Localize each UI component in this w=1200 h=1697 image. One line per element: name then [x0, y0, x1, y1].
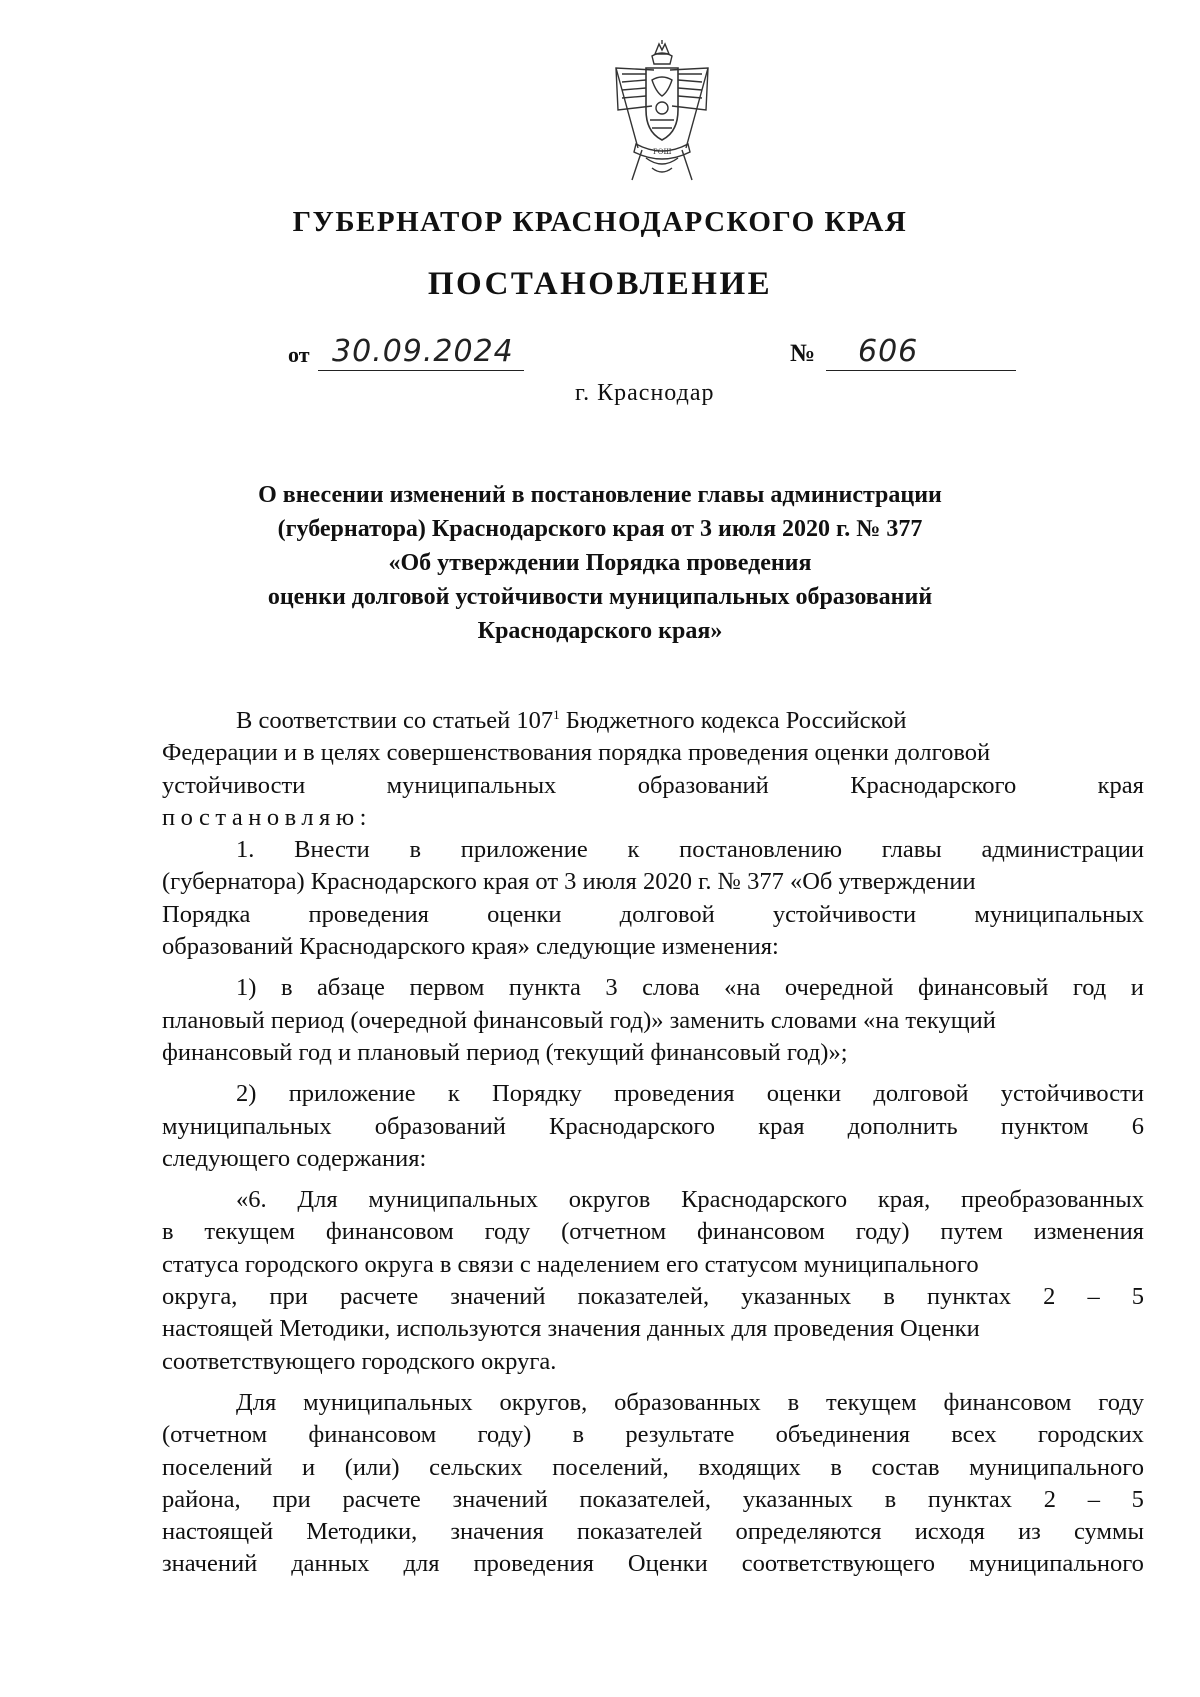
word: проведения: [473, 1550, 594, 1578]
number-value: 606: [858, 334, 919, 369]
word: проведения: [614, 1080, 735, 1108]
word: 5: [1131, 1283, 1144, 1311]
body-line: статуса городского округа в связи с наделением его статусом муниципального: [162, 1250, 979, 1278]
word: оценки: [487, 900, 562, 928]
word: Краснодарского: [681, 1186, 848, 1214]
title-line: Краснодарского края»: [477, 618, 723, 644]
number-underline: [826, 370, 1016, 371]
word: поселений: [162, 1453, 273, 1481]
word: финансовом: [943, 1388, 1072, 1416]
word: к: [627, 836, 640, 864]
title-line: оценки долговой устойчивости муниципальных образований: [267, 584, 933, 610]
body-line: [162, 1216, 1144, 1248]
word: устойчивости: [162, 771, 306, 799]
body-line: настоящей Методики, используются значения данных для проведения Оценки: [162, 1315, 980, 1343]
word: долговой: [619, 900, 715, 928]
word: при: [272, 1485, 311, 1513]
body-line: финансовый год и плановый период (текущий финансовый год)»;: [162, 1038, 848, 1066]
word: для: [403, 1550, 440, 1578]
word: муниципальных: [303, 1388, 473, 1416]
word: 2: [1043, 1283, 1056, 1311]
word: и: [302, 1453, 316, 1481]
word: показателей,: [579, 1485, 712, 1513]
word: поселений,: [552, 1453, 669, 1481]
word: «6.: [236, 1186, 267, 1214]
word: муниципального: [969, 1550, 1144, 1578]
word: году): [477, 1421, 532, 1449]
word: муниципальных: [368, 1186, 538, 1214]
word: приложение: [288, 1080, 416, 1108]
word: указанных: [741, 1283, 852, 1311]
word: путем: [940, 1218, 1003, 1246]
word: края: [1097, 771, 1144, 799]
word: образованных: [614, 1388, 761, 1416]
word: 3: [605, 974, 618, 1002]
word: Порядку: [492, 1080, 582, 1108]
word: устойчивости: [772, 900, 917, 928]
word: текущем: [826, 1388, 917, 1416]
date-underline: [318, 370, 524, 371]
word: 1.: [236, 836, 255, 864]
body-line: следующего содержания:: [162, 1144, 427, 1172]
word: приложение: [460, 836, 588, 864]
word: округа,: [162, 1283, 238, 1311]
word: в: [884, 1485, 897, 1513]
date-value: 30.09.2024: [332, 334, 514, 369]
body-line: [162, 899, 1144, 931]
word: Краснодарского: [548, 1112, 716, 1140]
word: постановлению: [679, 836, 843, 864]
word: значений: [450, 1283, 546, 1311]
word: в: [883, 1283, 895, 1311]
word: муниципальных: [386, 771, 557, 799]
word: соответствующего: [741, 1550, 936, 1578]
word: округов,: [499, 1388, 588, 1416]
word: текущем: [204, 1218, 296, 1246]
title-line: О внесении изменений в постановление главы администрации: [258, 482, 942, 508]
body-line: [162, 1452, 1144, 1484]
word: финансовом: [325, 1218, 454, 1246]
body-line: образований Краснодарского края» следующие изменения:: [162, 933, 779, 961]
word: настоящей: [162, 1518, 274, 1546]
body-line: Федерации и в целях совершенствования порядка проведения оценки долговой: [162, 739, 991, 767]
word: очередной: [784, 974, 894, 1002]
document-body: [162, 705, 1144, 1581]
word: Внести: [294, 836, 370, 864]
word: пунктах: [926, 1283, 1012, 1311]
date-number-row: [0, 334, 1200, 374]
word: финансовый: [917, 974, 1049, 1002]
word: году): [855, 1218, 910, 1246]
word: из: [1018, 1518, 1041, 1546]
word: Оценки: [627, 1550, 708, 1578]
word: края,: [877, 1186, 931, 1214]
body-line: [162, 1516, 1144, 1548]
word: муниципальных: [162, 1112, 332, 1140]
body-line: [162, 705, 1144, 737]
body-line: [162, 770, 1144, 802]
word: входящих: [698, 1453, 801, 1481]
word: –: [1087, 1283, 1100, 1311]
word: определяются: [735, 1518, 882, 1546]
word: 2): [236, 1080, 257, 1108]
word: финансовом: [697, 1218, 825, 1246]
word: «на: [724, 974, 761, 1002]
word: Краснодарского: [850, 771, 1017, 799]
body-line: [162, 1548, 1144, 1580]
word: 2: [1043, 1485, 1057, 1513]
svg-text:РОШ: РОШ: [653, 148, 672, 156]
body-line: соответствующего городского округа.: [162, 1347, 557, 1375]
word: сельских: [429, 1453, 523, 1481]
body-text: Бюджетного кодекса Российской: [559, 707, 907, 734]
body-line: [162, 972, 1144, 1004]
word: 6: [1131, 1112, 1144, 1140]
word: пунктах: [927, 1485, 1013, 1513]
title-line: «Об утверждении Порядка проведения: [388, 550, 812, 576]
word: значений: [162, 1550, 258, 1578]
word: округов: [568, 1186, 651, 1214]
word: –: [1087, 1485, 1100, 1513]
word: 1): [236, 974, 257, 1002]
word: показателей,: [577, 1283, 710, 1311]
word: устойчивости: [1000, 1080, 1144, 1108]
word: 5: [1131, 1485, 1144, 1513]
word: (отчетном: [162, 1421, 268, 1449]
title-line: (губернатора) Краснодарского края от 3 июля 2020 г. № 377: [277, 516, 923, 542]
city-line: г. Краснодар: [575, 380, 715, 406]
body-text: В соответствии со статьей 107: [236, 707, 554, 734]
document-type-heading: ПОСТАНОВЛЕНИЕ: [427, 266, 773, 302]
word: значения: [450, 1518, 544, 1546]
word: (отчетном: [561, 1218, 667, 1246]
word: результате: [625, 1421, 735, 1449]
word: образований: [374, 1112, 506, 1140]
word: в: [409, 836, 422, 864]
word: проведения: [308, 900, 429, 928]
body-line: [162, 1484, 1144, 1516]
word: в: [830, 1453, 842, 1481]
body-line: [162, 1281, 1144, 1313]
word: исходя: [914, 1518, 985, 1546]
word: расчете: [342, 1485, 421, 1513]
word: первом: [409, 974, 485, 1002]
number-label: №: [790, 340, 816, 367]
word: году: [1098, 1388, 1144, 1416]
word: данных: [291, 1550, 370, 1578]
body-line: [162, 1078, 1144, 1110]
word: в: [280, 974, 293, 1002]
word: в: [162, 1218, 174, 1246]
word: (или): [344, 1453, 400, 1481]
body-line: [162, 1387, 1144, 1419]
word: значений: [452, 1485, 548, 1513]
word: в: [787, 1388, 800, 1416]
word: всех: [951, 1421, 997, 1449]
word: слова: [642, 974, 700, 1002]
word: в: [572, 1421, 585, 1449]
word: городских: [1037, 1421, 1144, 1449]
word: пунктом: [1000, 1112, 1089, 1140]
word: долговой: [873, 1080, 969, 1108]
word: к: [447, 1080, 460, 1108]
coat-of-arms-emblem: [608, 40, 716, 185]
word: указанных: [742, 1485, 853, 1513]
body-line: [162, 1111, 1144, 1143]
article-superscript: 1: [553, 706, 560, 722]
word: администрации: [981, 836, 1144, 864]
word: муниципальных: [974, 900, 1144, 928]
date-label: от: [288, 342, 310, 367]
word: объединения: [775, 1421, 910, 1449]
word: преобразованных: [961, 1186, 1144, 1214]
body-line: [162, 834, 1144, 866]
word: главы: [881, 836, 942, 864]
body-line: (губернатора) Краснодарского края от 3 июля 2020 г. № 377 «Об утверждении: [162, 868, 976, 896]
word: изменения: [1033, 1218, 1144, 1246]
word: состав: [871, 1453, 940, 1481]
word: год: [1072, 974, 1107, 1002]
word: Для: [236, 1388, 277, 1416]
word: расчете: [339, 1283, 419, 1311]
word: края: [758, 1112, 805, 1140]
body-line: [162, 1419, 1144, 1451]
word: района,: [162, 1485, 241, 1513]
word: показателей: [576, 1518, 703, 1546]
word: году: [484, 1218, 531, 1246]
body-line: [162, 1184, 1144, 1216]
word: дополнить: [847, 1112, 958, 1140]
word: Порядка: [162, 900, 251, 928]
word: Методики,: [306, 1518, 418, 1546]
word: при: [269, 1283, 308, 1311]
word: оценки: [766, 1080, 842, 1108]
body-line: плановый период (очередной финансовый год)» заменить словами «на текущий: [162, 1006, 996, 1034]
word: муниципального: [969, 1453, 1144, 1481]
word: образований: [637, 771, 769, 799]
word: суммы: [1073, 1518, 1144, 1546]
body-line: постановляю:: [162, 803, 372, 831]
word: Для: [297, 1186, 338, 1214]
word: пункта: [508, 974, 581, 1002]
word: финансовом: [308, 1421, 437, 1449]
document-title: [200, 478, 1000, 648]
word: и: [1130, 974, 1144, 1002]
word: абзаце: [317, 974, 385, 1002]
issuer-heading: ГУБЕРНАТОР КРАСНОДАРСКОГО КРАЯ: [292, 206, 908, 238]
